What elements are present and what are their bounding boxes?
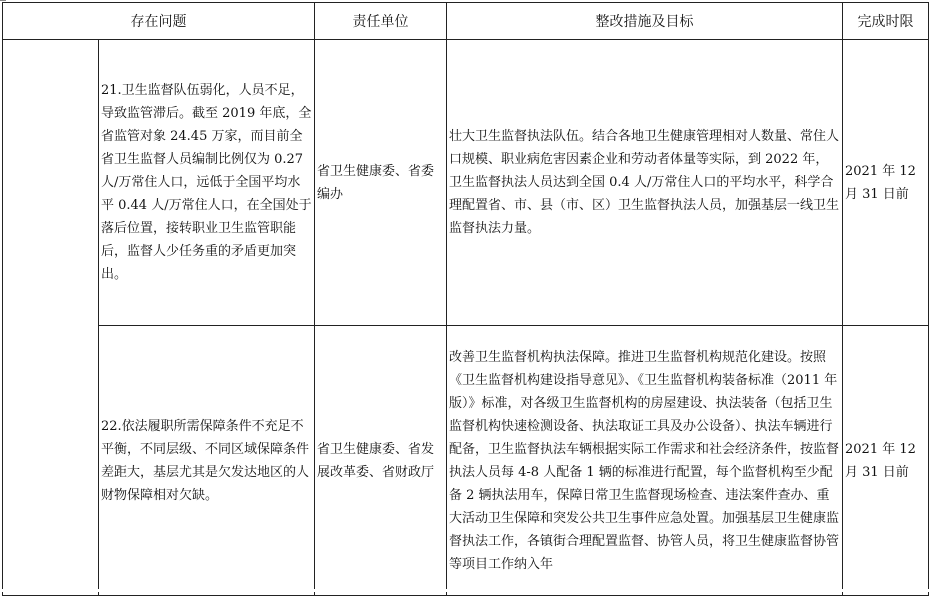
- cell-problem: 22.依法履职所需保障条件不充足不平衡，不同层级、不同区域保障条件差距大，基层尤其是欠发达地区的人财物保障相对欠缺。: [99, 326, 315, 596]
- header-problem: 存在问题: [3, 3, 315, 40]
- table-row: [3, 40, 929, 326]
- cell-unit: 省卫生健康委、省发展改革委、省财政厅: [315, 326, 447, 596]
- cell-deadline: 2021 年 12 月 31 日前: [843, 326, 929, 596]
- header-measure: 整改措施及目标: [447, 3, 843, 40]
- cell-problem: 21.卫生监督队伍弱化，人员不足，导致监管滞后。截至 2019 年底，全省监管对象 24.45 万家，而目前全省卫生监督人员编制比例仅为 0.27 人/万常住人口，远低于全国平均水平 0.44 人/万常住人口，在全国处于落后位置，接转职业卫生监管职能后，监督人少任务重的矛盾更加突出。: [99, 40, 315, 326]
- cell-deadline: 2021 年 12 月 31 日前: [843, 40, 929, 326]
- corner-mark: [0, 0, 6, 1]
- cell-measure: 改善卫生监督机构执法保障。推进卫生监督机构规范化建设。按照《卫生监督机构建设指导意见》、《卫生监督机构装备标准（2011 年版）》标准，对各级卫生监督机构的房屋建设、执法装备（包括卫生监督机构快速检测设备、执法取证工具及办公设备）、执法车辆进行配备，卫生监督执法车辆根据实际工作需求和社会经济条件，按监督执法人员每 4-8 人配备 1 辆的标准进行配置，每个监督机构至少配备 2 辆执法用车，保障日常卫生监督现场检查、违法案件查办、重大活动卫生保障和突发公共卫生事件应急处置。加强基层卫生健康监督执法工作，各镇街合理配置监督、协管人员，将卫生健康监督协管等项目工作纳入年: [447, 326, 843, 596]
- table-header-row: [3, 3, 929, 40]
- header-deadline: 完成时限: [843, 3, 929, 40]
- rectification-table: [2, 2, 929, 596]
- cell-measure: 壮大卫生监督执法队伍。结合各地卫生健康管理相对人数量、常住人口规模、职业病危害因素企业和劳动者体量等实际，到 2022 年，卫生监督执法人员达到全国 0.4 人/万常住人口的平均水平，科学合理配置省、市、县（市、区）卫生监督执法人员，加强基层一线卫生监督执法力量。: [447, 40, 843, 326]
- cell-unit: 省卫生健康委、省委编办: [315, 40, 447, 326]
- header-unit: 责任单位: [315, 3, 447, 40]
- blank-left-column: [3, 40, 99, 596]
- table-row: [3, 326, 929, 596]
